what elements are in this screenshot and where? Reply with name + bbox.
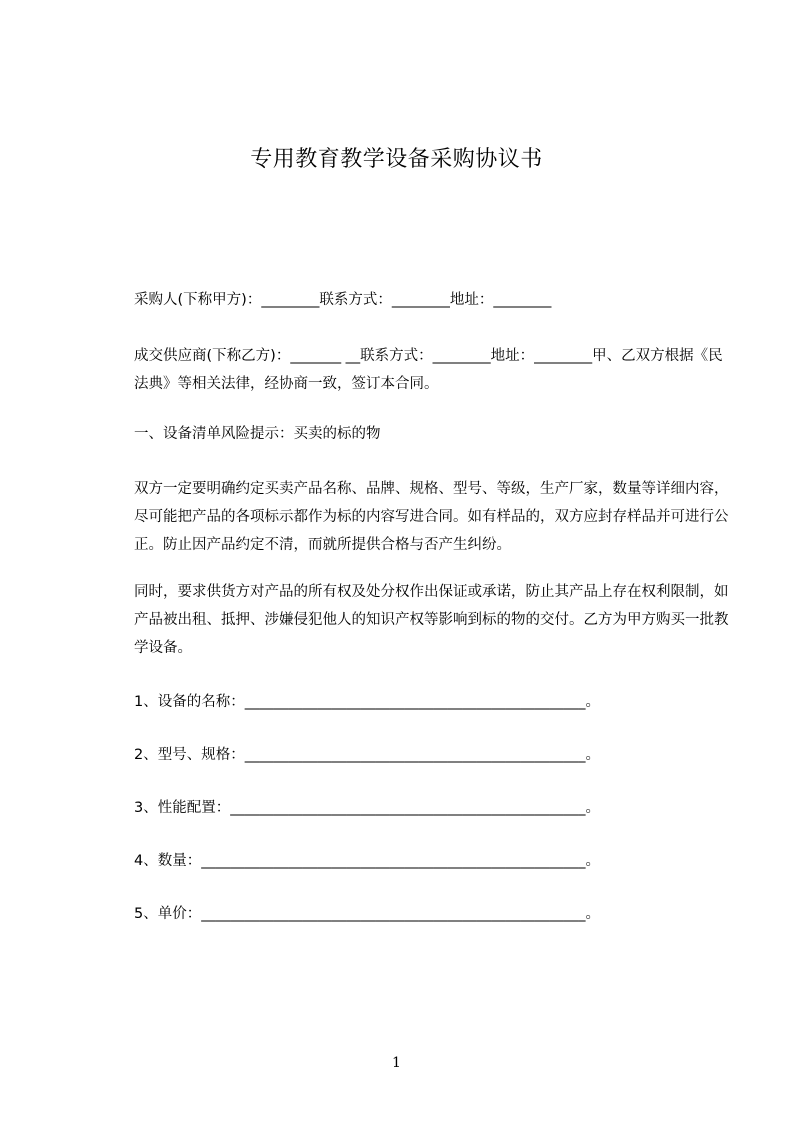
- item-performance: 3、性能配置：_________________________________________________。: [134, 800, 600, 816]
- purchaser-line: 采购人(下称甲方)：________联系方式：________地址：________: [134, 292, 552, 308]
- item-unit-price: 5、单价：_____________________________________________________。: [134, 906, 600, 922]
- page-number: 1: [392, 1055, 401, 1071]
- supplier-line: 成交供应商(下称乙方)：_______ __联系方式：________地址：________甲、乙双方根据《民法典》等相关法律，经协商一致，签订本合同。: [134, 348, 723, 392]
- page-title: 专用教育教学设备采购协议书: [250, 147, 543, 172]
- item-quantity: 4、数量：_____________________________________________________。: [134, 853, 600, 869]
- paragraph-risk-2: 同时，要求供货方对产品的所有权及处分权作出保证或承诺，防止其产品上存在权利限制，如产品被出租、抵押、涉嫌侵犯他人的知识产权等影响到标的物的交付。乙方为甲方购买一批教学设备。: [134, 584, 729, 656]
- item-model-spec: 2、型号、规格：_______________________________________________。: [134, 747, 600, 763]
- paragraph-risk-1: 双方一定要明确约定买卖产品名称、品牌、规格、型号、等级，生产厂家，数量等详细内容，尽可能把产品的各项标示都作为标的内容写进合同。如有样品的，双方应封存样品并可进行公正。防止因产品约定不清，而就所提供合格与否产生纠纷。: [134, 481, 729, 553]
- item-equipment-name: 1、设备的名称：_______________________________________________。: [134, 694, 600, 710]
- section-heading-risk: 一、设备清单风险提示：买卖的标的物: [134, 426, 381, 442]
